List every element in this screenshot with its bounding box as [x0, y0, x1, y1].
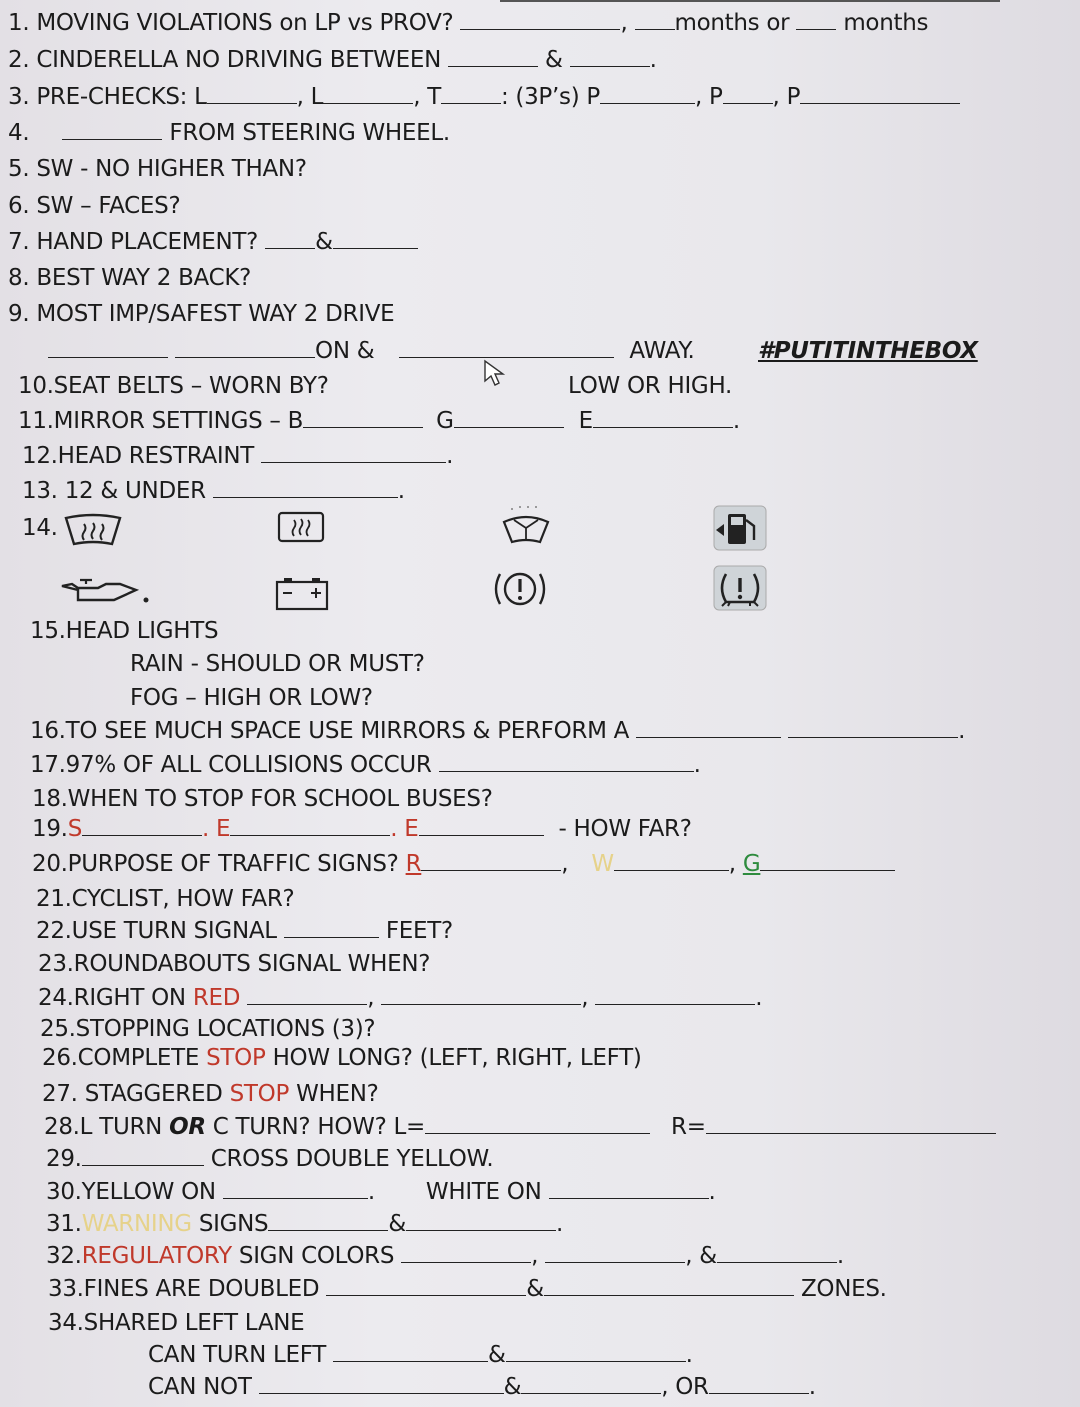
q19-blank-e2[interactable]: [419, 817, 544, 836]
question-19: 19.S . E . E - HOW FAR?: [32, 816, 692, 842]
tire-pressure-icon: [710, 564, 770, 612]
q31-blank-2[interactable]: [406, 1212, 556, 1231]
q20-blank-r[interactable]: [421, 852, 561, 871]
q9-blank-3[interactable]: [399, 339, 614, 358]
q3-blank-p3[interactable]: [800, 85, 960, 104]
question-24: 24.RIGHT ON RED , , .: [38, 985, 763, 1011]
q28-blank-l[interactable]: [425, 1115, 650, 1134]
q1-blank-2[interactable]: [635, 11, 675, 30]
question-12-text: 12.HEAD RESTRAINT: [22, 443, 255, 469]
q7-blank-2[interactable]: [333, 230, 418, 249]
question-31: 31.WARNING SIGNS & .: [46, 1211, 563, 1237]
q19-blank-e1[interactable]: [230, 817, 390, 836]
q34-blank-2[interactable]: [506, 1343, 686, 1362]
question-18: 18.WHEN TO STOP FOR SCHOOL BUSES?: [32, 786, 493, 812]
q33-blank-2[interactable]: [544, 1277, 794, 1296]
q1-blank-3[interactable]: [796, 11, 836, 30]
question-22-text: 22.USE TURN SIGNAL: [36, 918, 277, 944]
q34-blank-3[interactable]: [259, 1375, 504, 1394]
question-23: 23.ROUNDABOUTS SIGNAL WHEN?: [38, 951, 431, 977]
question-29: 29. CROSS DOUBLE YELLOW.: [46, 1146, 494, 1172]
question-1: 1. MOVING VIOLATIONS on LP vs PROV? , months or months: [8, 10, 929, 36]
rear-defrost-icon: [62, 510, 124, 550]
question-11-text: 11.MIRROR SETTINGS – B: [18, 408, 304, 434]
q16-blank-2[interactable]: [788, 719, 958, 738]
question-29-text: CROSS DOUBLE YELLOW.: [210, 1146, 494, 1172]
top-rule: [500, 0, 1000, 2]
battery-icon: [274, 576, 330, 612]
q34-blank-4[interactable]: [521, 1375, 661, 1394]
q3-blank-p2[interactable]: [723, 85, 773, 104]
question-2: 2. CINDERELLA NO DRIVING BETWEEN & .: [8, 47, 657, 73]
question-34-can-turn-left: CAN TURN LEFT & .: [148, 1342, 693, 1368]
question-3-text: 3. PRE-CHECKS: L: [8, 84, 207, 110]
question-30: 30.YELLOW ON . WHITE ON .: [46, 1179, 716, 1205]
question-27: 27. STAGGERED STOP WHEN?: [42, 1081, 379, 1107]
q24-blank-2[interactable]: [381, 986, 581, 1005]
question-34-can-not: CAN NOT & , OR .: [148, 1374, 816, 1400]
question-5: 5. SW - NO HIGHER THAN?: [8, 156, 307, 182]
q4-blank[interactable]: [62, 121, 162, 140]
q31-blank-1[interactable]: [268, 1212, 388, 1231]
question-10: 10.SEAT BELTS – WORN BY?: [18, 373, 329, 399]
q32-blank-1[interactable]: [401, 1244, 531, 1263]
q12-blank[interactable]: [261, 444, 446, 463]
question-17-text: 17.97% OF ALL COLLISIONS OCCUR: [30, 752, 432, 778]
question-15: 15.HEAD LIGHTS: [30, 618, 219, 644]
question-21: 21.CYCLIST, HOW FAR?: [36, 886, 295, 912]
question-4: 4. FROM STEERING WHEEL.: [8, 120, 450, 146]
q17-blank[interactable]: [439, 753, 694, 772]
question-1-text: 1. MOVING VIOLATIONS on LP vs PROV?: [8, 10, 454, 36]
q3-blank-t[interactable]: [441, 85, 501, 104]
question-17: 17.97% OF ALL COLLISIONS OCCUR .: [30, 752, 701, 778]
washer-fluid-icon: [498, 502, 554, 550]
question-4-text: FROM STEERING WHEEL.: [169, 120, 450, 146]
question-13-text: 13. 12 & UNDER: [22, 478, 206, 504]
q1-blank-1[interactable]: [460, 11, 620, 30]
q32-blank-2[interactable]: [545, 1244, 685, 1263]
question-3: 3. PRE-CHECKS: L , L , T : (3P’s) P , P , P: [8, 84, 960, 110]
q11-blank-e[interactable]: [593, 409, 733, 428]
brake-warning-icon: [490, 566, 550, 612]
q3-blank-l1[interactable]: [207, 85, 297, 104]
question-14-number: 14.: [22, 515, 58, 541]
q24-blank-1[interactable]: [247, 986, 367, 1005]
oil-pressure-icon: [58, 576, 154, 606]
fuel-door-icon: [710, 504, 770, 552]
q9-blank-1[interactable]: [48, 339, 168, 358]
q24-blank-3[interactable]: [595, 986, 755, 1005]
q9-blank-2[interactable]: [175, 339, 315, 358]
q11-blank-b[interactable]: [303, 409, 423, 428]
q34-blank-5[interactable]: [709, 1375, 809, 1394]
question-22: 22.USE TURN SIGNAL FEET?: [36, 918, 453, 944]
q20-blank-w[interactable]: [614, 852, 729, 871]
question-16-text: 16.TO SEE MUCH SPACE USE MIRRORS & PERFORM A: [30, 718, 630, 744]
question-15-rain: RAIN - SHOULD OR MUST?: [130, 651, 425, 677]
question-33: 33.FINES ARE DOUBLED & ZONES.: [48, 1276, 887, 1302]
q3-blank-l2[interactable]: [323, 85, 413, 104]
q28-blank-r[interactable]: [706, 1115, 996, 1134]
question-20: 20.PURPOSE OF TRAFFIC SIGNS? R , W , G: [32, 851, 895, 877]
mouse-cursor-icon: [482, 358, 512, 388]
question-32: 32.REGULATORY SIGN COLORS , , & .: [46, 1243, 844, 1269]
q30-blank-yellow[interactable]: [223, 1180, 368, 1199]
question-12: 12.HEAD RESTRAINT .: [22, 443, 454, 469]
question-6: 6. SW – FACES?: [8, 193, 181, 219]
q19-blank-s[interactable]: [82, 817, 202, 836]
question-28: 28.L TURN OR C TURN? HOW? L= R=: [44, 1114, 996, 1140]
question-25: 25.STOPPING LOCATIONS (3)?: [40, 1016, 376, 1042]
q2-blank-1[interactable]: [448, 48, 538, 67]
question-16: 16.TO SEE MUCH SPACE USE MIRRORS & PERFORM A .: [30, 718, 966, 744]
question-9: 9. MOST IMP/SAFEST WAY 2 DRIVE: [8, 301, 395, 327]
question-9-answer-line: ON & AWAY.: [48, 338, 695, 364]
front-defrost-icon: [276, 510, 326, 546]
question-20-text: 20.PURPOSE OF TRAFFIC SIGNS?: [32, 851, 399, 877]
question-26: 26.COMPLETE STOP HOW LONG? (LEFT, RIGHT, LEFT): [42, 1045, 642, 1071]
q33-blank-1[interactable]: [326, 1277, 526, 1296]
q29-blank[interactable]: [82, 1147, 204, 1166]
hashtag-put-it-in-the-box: #PUTITINTHEBOX: [758, 338, 978, 364]
question-7-text: 7. HAND PLACEMENT?: [8, 229, 259, 255]
q34-blank-1[interactable]: [333, 1343, 488, 1362]
q16-blank-1[interactable]: [636, 719, 781, 738]
question-8: 8. BEST WAY 2 BACK?: [8, 265, 252, 291]
question-10-side: LOW OR HIGH.: [568, 373, 733, 399]
question-15-fog: FOG – HIGH OR LOW?: [130, 685, 373, 711]
q3-blank-p1[interactable]: [600, 85, 695, 104]
q30-blank-white[interactable]: [549, 1180, 709, 1199]
q13-blank[interactable]: [213, 479, 398, 498]
question-11: 11.MIRROR SETTINGS – B G E .: [18, 408, 740, 434]
q32-blank-3[interactable]: [717, 1244, 837, 1263]
q20-blank-g[interactable]: [760, 852, 895, 871]
question-2-text: 2. CINDERELLA NO DRIVING BETWEEN: [8, 47, 441, 73]
q22-blank[interactable]: [284, 919, 379, 938]
q7-blank-1[interactable]: [265, 230, 315, 249]
question-34: 34.SHARED LEFT LANE: [48, 1310, 305, 1336]
question-13: 13. 12 & UNDER .: [22, 478, 405, 504]
q11-blank-g[interactable]: [454, 409, 564, 428]
question-7: 7. HAND PLACEMENT? &: [8, 229, 418, 255]
q2-blank-2[interactable]: [570, 48, 650, 67]
